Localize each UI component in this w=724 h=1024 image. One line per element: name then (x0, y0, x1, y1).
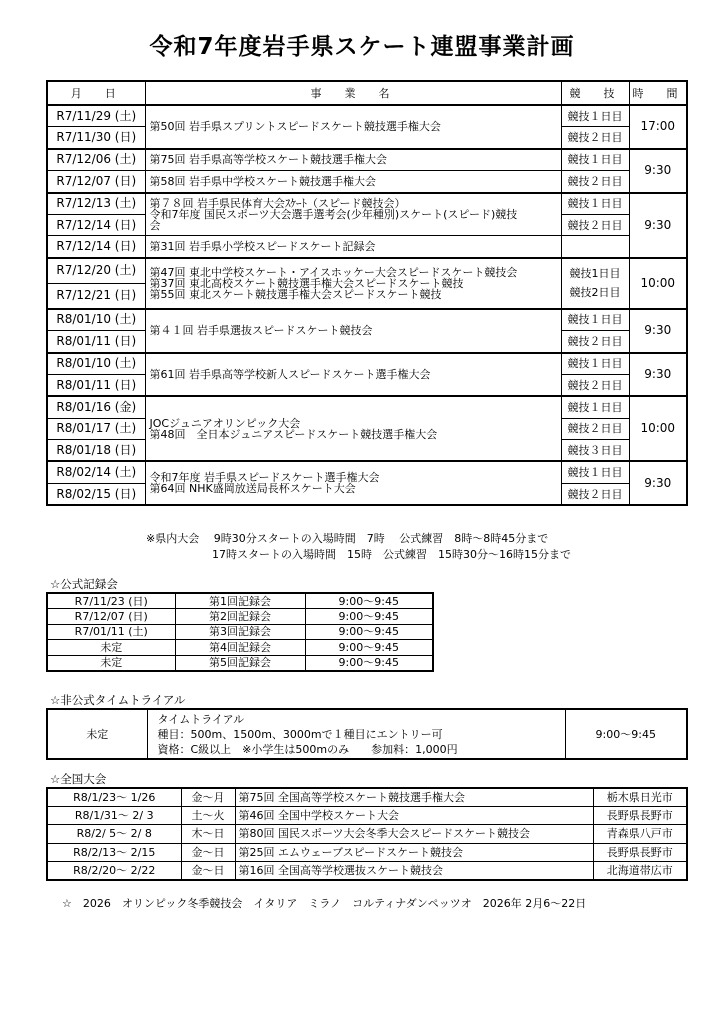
event-name-line: 第48回 全日本ジュニアスピードスケート競技選手権大会 (149, 427, 438, 441)
event-date: R7/12/13 (土) (47, 193, 145, 215)
competition-day: 競技２日目 (561, 374, 629, 396)
table-row (47, 396, 687, 418)
table-row (47, 236, 687, 258)
national-days: 金～月 (181, 788, 235, 807)
event-date: R8/01/11 (日) (47, 331, 145, 353)
national-event: 第80回 国民スポーツ大会冬季大会スピードスケート競技会 (235, 825, 593, 843)
competition-day (561, 236, 629, 258)
start-time: 9:30 (629, 309, 687, 353)
competition-day: 競技１日目 (561, 353, 629, 375)
event-name: 第75回 岩手県高等学校スケート競技選手権大会 (145, 149, 561, 171)
competition-day-line: 競技2日目 (569, 286, 621, 300)
table-row (47, 171, 687, 193)
schedule-header-row (47, 81, 687, 105)
event-group-6 (47, 353, 687, 397)
competition-day: 競技３日目 (561, 440, 629, 462)
table-row (47, 709, 687, 759)
event-group-7 (47, 396, 687, 461)
header-competition: 競 技 (561, 81, 629, 105)
event-name: 第31回 岩手県小学校スピードスケート記録会 (145, 236, 561, 258)
event-name-line: 第４１回 岩手県選抜スピードスケート競技会 (149, 324, 373, 338)
national-date: R8/1/23～ 1/26 (47, 788, 181, 807)
start-time: 10:00 (629, 396, 687, 461)
event-group-4 (47, 258, 687, 309)
record-name: 第3回記録会 (175, 624, 305, 639)
record-name: 第4回記録会 (175, 640, 305, 655)
event-name-line: 第37回 東北高校スケート競技選手権大会スピードスケート競技 (149, 276, 464, 290)
olympics-footnote: ☆ 2026 オリンピック冬季競技会 イタリア ミラノ コルティナダンペッツオ 2026年 2月6～22日 (62, 897, 587, 910)
table-row (47, 807, 687, 825)
national-date: R8/2/13～ 2/15 (47, 843, 181, 861)
event-name-line: 第７８回 岩手県民体育大会ｽｹｰﾄ（スピード競技会） (149, 196, 406, 210)
national-place: 青森県八戸市 (593, 825, 687, 843)
event-group-2 (47, 149, 687, 193)
event-name-line: JOCジュニアオリンピック大会 (149, 416, 301, 430)
national-date: R8/2/20～ 2/22 (47, 861, 181, 880)
table-row (47, 825, 687, 843)
event-date: R8/01/10 (土) (47, 353, 145, 375)
records-heading: ☆公式記録会 (50, 577, 118, 591)
event-date: R7/12/21 (日) (47, 283, 145, 309)
national-event: 第46回 全国中学校スケート大会 (235, 807, 593, 825)
trial-line: タイムトライアル (157, 712, 245, 726)
record-time: 9:00～9:45 (305, 624, 433, 639)
event-date: R7/12/20 (土) (47, 258, 145, 284)
event-name (145, 193, 561, 236)
start-time: 9:30 (629, 149, 687, 193)
start-time: 9:30 (629, 193, 687, 258)
event-name (145, 105, 561, 149)
table-row (47, 861, 687, 880)
national-event: 第75回 全国高等学校スケート競技選手権大会 (235, 788, 593, 807)
record-name: 第1回記録会 (175, 593, 305, 609)
event-name-line: 第50回 岩手県スプリントスピードスケート競技選手権大会 (149, 120, 441, 134)
national-table (46, 787, 688, 881)
start-time: 9:30 (629, 461, 687, 505)
event-group-5 (47, 309, 687, 353)
table-row (47, 624, 433, 639)
record-date: R7/11/23 (日) (47, 593, 175, 609)
event-name (145, 461, 561, 505)
event-date: R8/01/16 (金) (47, 396, 145, 418)
table-row (47, 193, 687, 215)
start-time: 10:00 (629, 258, 687, 309)
record-time: 9:00～9:45 (305, 609, 433, 624)
competition-day: 競技２日目 (561, 171, 629, 193)
event-name (145, 258, 561, 309)
entry-time-note: 17時スタートの入場時間 15時 公式練習 15時30分～16時15分まで (146, 548, 571, 561)
table-row (47, 353, 687, 375)
event-name (145, 353, 561, 397)
competition-day: 競技１日目 (561, 461, 629, 483)
event-group-3 (47, 193, 687, 258)
event-date: R7/12/14 (日) (47, 236, 145, 258)
table-row (47, 640, 433, 655)
event-name (145, 309, 561, 353)
trial-date: 未定 (47, 709, 147, 759)
record-name: 第5回記録会 (175, 655, 305, 671)
national-place: 栃木県日光市 (593, 788, 687, 807)
record-date: R7/12/07 (日) (47, 609, 175, 624)
event-date: R7/11/29 (土) (47, 105, 145, 127)
record-name: 第2回記録会 (175, 609, 305, 624)
record-date: R7/01/11 (土) (47, 624, 175, 639)
competition-day: 競技１日目 (561, 193, 629, 215)
national-place: 長野県長野市 (593, 843, 687, 861)
trial-heading: ☆非公式タイムトライアル (50, 693, 186, 707)
event-date: R8/01/17 (土) (47, 418, 145, 439)
national-days: 金～日 (181, 843, 235, 861)
event-date: R7/12/06 (土) (47, 149, 145, 171)
page-title: 令和7年度岩手県スケート連盟事業計画 (149, 34, 575, 60)
event-name-line: 第64回 NHK盛岡放送局長杯スケート大会 (149, 482, 356, 496)
event-name-line: 第61回 岩手県高等学校新人スピードスケート選手権大会 (149, 367, 431, 381)
table-row (47, 258, 687, 284)
event-date: R8/01/18 (日) (47, 440, 145, 462)
national-place: 長野県長野市 (593, 807, 687, 825)
start-time: 17:00 (629, 105, 687, 149)
competition-day: 競技２日目 (561, 214, 629, 235)
event-date: R7/12/14 (日) (47, 214, 145, 235)
record-date: 未定 (47, 655, 175, 671)
table-row (47, 105, 687, 127)
records-table (46, 592, 434, 672)
event-name-line: 第55回 東北スケート競技選手権大会スピードスケート競技 (149, 287, 442, 301)
national-days: 土～火 (181, 807, 235, 825)
competition-day: 競技１日目 (561, 105, 629, 127)
competition-day-line: 競技1日目 (569, 267, 621, 281)
trial-line: 種目：500m、1500m、3000mで１種目にエントリー可 (157, 727, 443, 741)
event-name: 第58回 岩手県中学校スケート競技選手権大会 (145, 171, 561, 193)
record-date: 未定 (47, 640, 175, 655)
record-time: 9:00～9:45 (305, 640, 433, 655)
event-date: R8/01/10 (土) (47, 309, 145, 331)
trial-time: 9:00～9:45 (565, 709, 687, 759)
event-name-line: 会 (149, 218, 161, 232)
record-time: 9:00～9:45 (305, 593, 433, 609)
table-row (47, 593, 433, 609)
time-trial-table (46, 708, 688, 760)
header-event: 事 業 名 (145, 81, 561, 105)
header-time: 時 間 (629, 81, 687, 105)
trial-details (147, 709, 565, 759)
table-row (47, 461, 687, 483)
national-heading: ☆全国大会 (50, 772, 107, 786)
competition-day: 競技１日目 (561, 396, 629, 418)
start-time: 9:30 (629, 353, 687, 397)
entry-time-note: ※県内大会 9時30分スタートの入場時間 7時 公式練習 8時～8時45分まで (146, 532, 549, 545)
competition-day: 競技２日目 (561, 418, 629, 439)
competition-day: 競技２日目 (561, 331, 629, 353)
event-group-1 (47, 105, 687, 149)
national-date: R8/2/ 5～ 2/ 8 (47, 825, 181, 843)
event-date: R8/02/15 (日) (47, 483, 145, 505)
event-date: R7/11/30 (日) (47, 127, 145, 149)
table-row (47, 843, 687, 861)
header-date: 月 日 (47, 81, 145, 105)
table-row (47, 788, 687, 807)
competition-day: 競技２日目 (561, 127, 629, 149)
competition-day: 競技１日目 (561, 309, 629, 331)
schedule-table (46, 80, 688, 506)
national-days: 木～日 (181, 825, 235, 843)
table-row (47, 309, 687, 331)
trial-line: 資格：C級以上 ※小学生は500mのみ 参加料：1,000円 (157, 742, 458, 756)
national-place: 北海道帯広市 (593, 861, 687, 880)
competition-day: 競技２日目 (561, 483, 629, 505)
national-date: R8/1/31～ 2/ 3 (47, 807, 181, 825)
national-event: 第25回 エムウェーブスピードスケート競技会 (235, 843, 593, 861)
event-name-line: 第47回 東北中学校スケート・アイスホッケー大会スピードスケート競技会 (149, 265, 518, 279)
competition-day: 競技１日目 (561, 149, 629, 171)
table-row (47, 655, 433, 671)
table-row (47, 149, 687, 171)
event-name-line: 令和7年度 国民スポーツ大会選手選考会(少年種別)スケート(スピード)競技 (149, 207, 518, 221)
national-event: 第16回 全国高等学校選抜スケート競技会 (235, 861, 593, 880)
event-date: R7/12/07 (日) (47, 171, 145, 193)
event-date: R8/02/14 (土) (47, 461, 145, 483)
event-group-8 (47, 461, 687, 505)
record-time: 9:00～9:45 (305, 655, 433, 671)
table-row (47, 609, 433, 624)
competition-day (561, 258, 629, 309)
event-name (145, 396, 561, 461)
event-date: R8/01/11 (日) (47, 374, 145, 396)
national-days: 金～日 (181, 861, 235, 880)
event-name-line: 令和7年度 岩手県スピードスケート選手権大会 (149, 471, 380, 485)
